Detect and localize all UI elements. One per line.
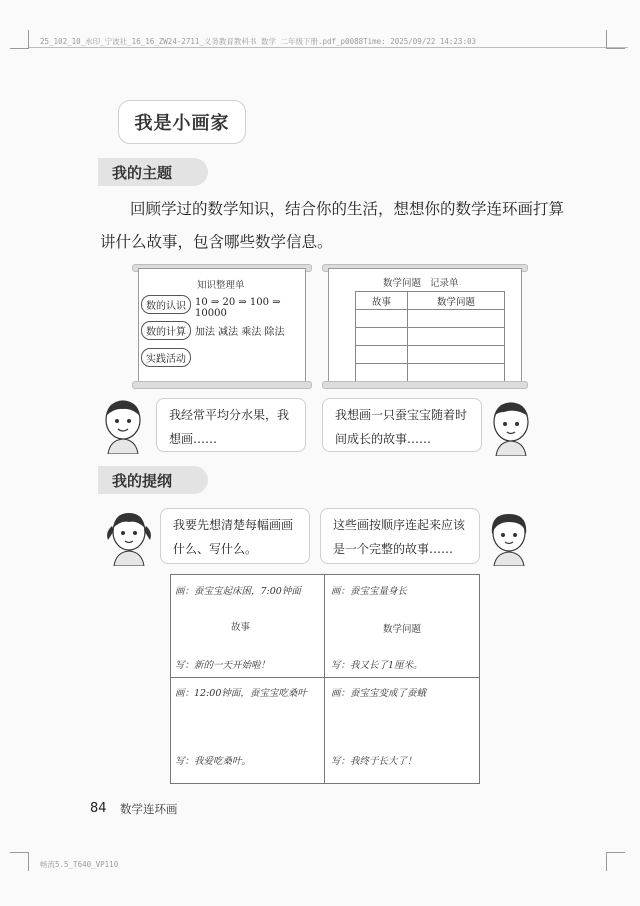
speech-bubble-left-1: 我经常平均分水果，我想画……	[156, 398, 306, 452]
knowledge-board	[138, 268, 306, 384]
page-number: 84	[90, 801, 107, 816]
girl2-avatar-icon	[484, 510, 534, 566]
theme-paragraph: 回顾学过的数学知识，结合你的生活，想想你的数学连环画打算讲什么故事，包含哪些数学信息。	[100, 200, 565, 251]
record-board-title: 数学问题 记录单	[383, 278, 459, 289]
cell3-draw: 画：12:00钟面，蚕宝宝吃桑叶	[175, 688, 307, 699]
record-rod-bottom	[322, 381, 528, 389]
record-header-problem: 数学问题	[408, 292, 505, 310]
footer-title: 数学连环画	[120, 802, 178, 816]
cell4-write: 写：我终于长大了！	[331, 756, 417, 767]
knowledge-board-title: 知识整理单	[197, 280, 245, 291]
tag-practice: 实践活动	[141, 348, 191, 367]
footer-meta: 畅流5.5_T640_VP110	[40, 860, 119, 869]
boy-avatar-icon	[98, 398, 148, 454]
table-row	[356, 310, 505, 328]
cell1-label: 故事	[231, 622, 251, 633]
section-heading-outline: 我的提纲	[98, 466, 208, 494]
tag-calculation: 数的计算	[141, 321, 191, 340]
board-rod-bottom	[132, 381, 312, 389]
table-row	[356, 346, 505, 364]
speech-bubble-right-1: 我想画一只蚕宝宝随着时间成长的故事……	[322, 398, 482, 452]
crop-mark-top-right	[606, 30, 625, 49]
boy2-avatar-icon	[486, 400, 536, 456]
cell3-write: 写：我爱吃桑叶。	[175, 756, 252, 767]
page-title: 我是小画家	[118, 100, 246, 144]
tag-number-recognition: 数的认识	[141, 295, 191, 314]
header-rule	[28, 47, 628, 48]
table-row	[356, 364, 505, 382]
operations-list: 加法 减法 乘法 除法	[195, 327, 285, 338]
crop-mark-bottom-right	[606, 852, 625, 871]
cell4-draw: 画：蚕宝宝变成了蚕蛾	[331, 688, 427, 699]
outline-grid	[170, 574, 480, 784]
crop-mark-top-left	[10, 30, 29, 49]
table-row	[356, 328, 505, 346]
print-header-meta: 25_102_10_水印_宁波社_16_16_ZW24-2711_义务教育教科书 数学 二年级下册.pdf_p0088Time: 2025/09/22 14:23:03	[40, 37, 476, 46]
section-heading-theme: 我的主题	[98, 158, 208, 186]
speech-bubble-left-2: 我要先想清楚每幅画画什么、写什么。	[160, 508, 310, 564]
girl-avatar-icon	[102, 508, 156, 566]
cell2-label: 数学问题	[383, 624, 422, 635]
grid-divider-vertical	[324, 575, 325, 783]
record-table	[355, 291, 505, 382]
speech-bubble-right-2: 这些画按顺序连起来应该是一个完整的故事……	[320, 508, 480, 564]
cell2-write: 写：我又长了1厘米。	[331, 660, 423, 671]
number-sequence: 10 ⇒ 20 ⇒ 100 ⇒ 10000	[195, 297, 281, 319]
grid-divider-horizontal	[171, 677, 479, 678]
record-board	[328, 268, 522, 384]
cell2-draw: 画：蚕宝宝量身长	[331, 586, 408, 597]
crop-mark-bottom-left	[10, 852, 29, 871]
cell1-draw: 画：蚕宝宝起床困，7:00钟面	[175, 586, 301, 597]
cell1-write: 写：新的一天开始啦！	[175, 660, 271, 671]
record-header-story: 故事	[356, 292, 408, 310]
